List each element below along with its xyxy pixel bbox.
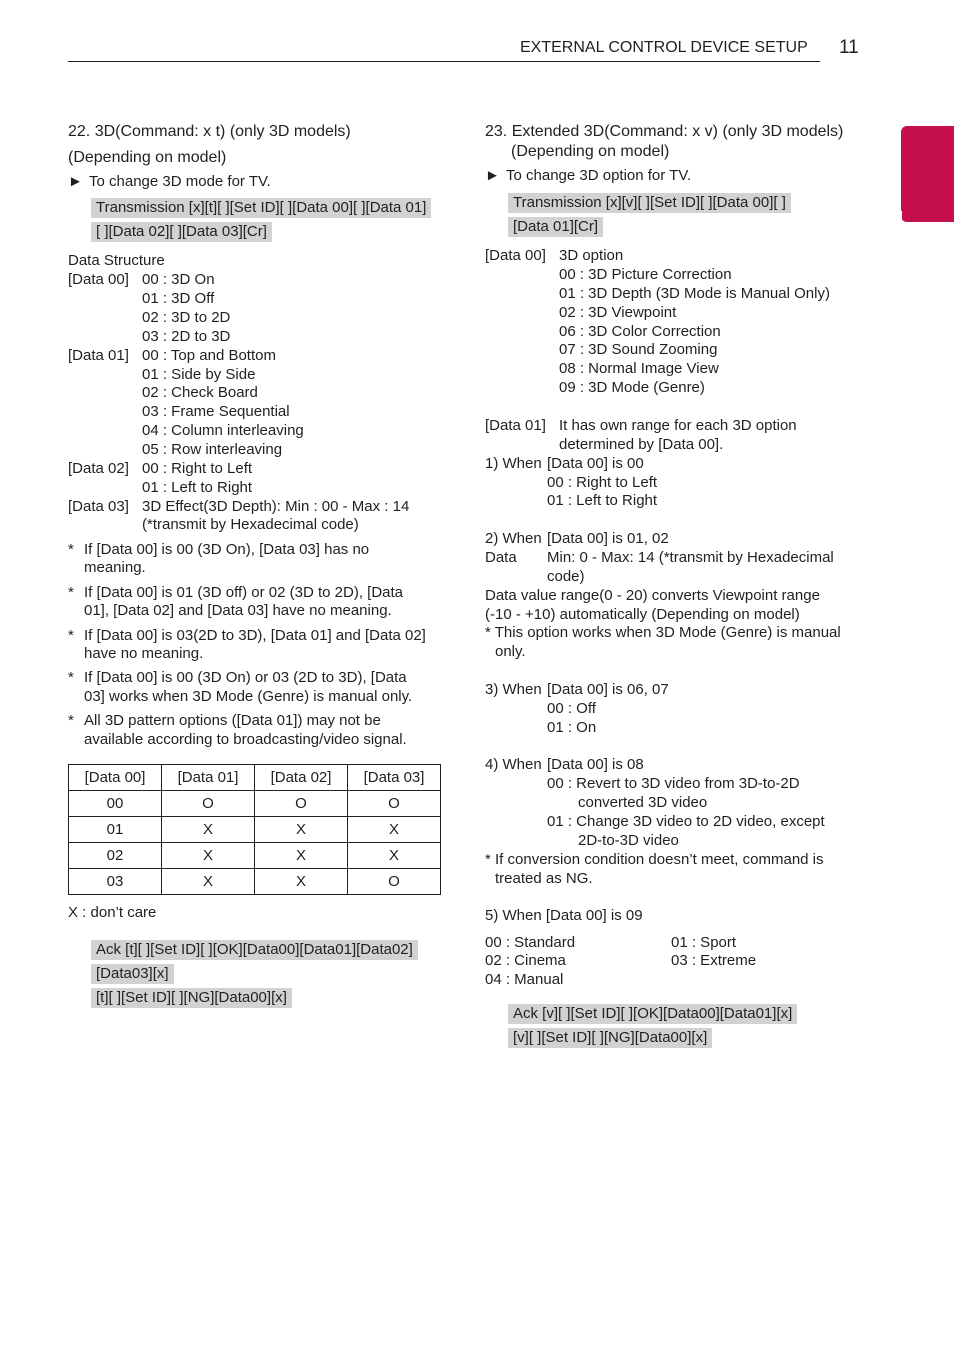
when2-data-line: code) bbox=[547, 568, 585, 585]
table-cell: X bbox=[162, 869, 255, 895]
note-asterisk: * bbox=[68, 541, 74, 558]
ext-data01-line: It has own range for each 3D option bbox=[559, 417, 797, 434]
note-asterisk: * bbox=[68, 712, 74, 729]
data01-label: [Data 01] bbox=[68, 347, 129, 364]
table-row bbox=[69, 843, 441, 869]
note-line: If [Data 00] is 03(2D to 3D), [Data 01] and [Data 02] bbox=[84, 627, 426, 644]
ext-data00-line: 08 : Normal Image View bbox=[559, 360, 719, 377]
ext-data00-line: 00 : 3D Picture Correction bbox=[559, 266, 732, 283]
data00-line: 02 : 3D to 2D bbox=[142, 309, 231, 326]
page-number: 11 bbox=[839, 37, 859, 58]
right-bullet-text: To change 3D option for TV. bbox=[506, 167, 692, 184]
table-cell: X bbox=[162, 843, 255, 869]
data02-label: [Data 02] bbox=[68, 460, 129, 477]
note-line: 03] works when 3D Mode (Genre) is manual only. bbox=[84, 688, 413, 705]
when3-line: [Data 00] is 06, 07 bbox=[547, 681, 669, 698]
table-cell: 00 bbox=[69, 791, 162, 817]
table-header-cell: [Data 02] bbox=[255, 765, 348, 791]
data03-label: [Data 03] bbox=[68, 498, 129, 515]
left-section-subtitle: (Depending on model) bbox=[68, 149, 227, 166]
when3-label: 3) When bbox=[485, 681, 542, 698]
data01-line: 04 : Column interleaving bbox=[142, 422, 304, 439]
table-row bbox=[69, 791, 441, 817]
ext-data00-line: 02 : 3D Viewpoint bbox=[559, 304, 677, 321]
table-cell: X bbox=[255, 869, 348, 895]
when4-head: [Data 00] is 08 bbox=[547, 756, 644, 773]
conversion-note-line: * If conversion condition doesn’t meet, command is bbox=[485, 851, 824, 868]
right-transmission-line-1: Transmission [x][v][ ][Set ID][ ][Data 00][ ] bbox=[508, 193, 791, 213]
table-cell: 01 bbox=[69, 817, 162, 843]
when5-line: 5) When [Data 00] is 09 bbox=[485, 907, 643, 924]
ext-data01-label: [Data 01] bbox=[485, 417, 546, 434]
note-asterisk: * bbox=[68, 669, 74, 686]
left-ack-line-2: [Data03][x] bbox=[91, 964, 174, 984]
right-bullet-arrow-icon: ► bbox=[485, 167, 500, 184]
note-asterisk: * bbox=[68, 584, 74, 601]
when1-line: 01 : Left to Right bbox=[547, 492, 658, 509]
note-line: 01], [Data 02] and [Data 03] have no meaning. bbox=[84, 602, 392, 619]
data01-line: 02 : Check Board bbox=[142, 384, 258, 401]
table-cell: X bbox=[348, 817, 441, 843]
table-cell: X bbox=[348, 843, 441, 869]
note-line: If [Data 00] is 00 (3D On), [Data 03] has no bbox=[84, 541, 370, 558]
note-line: If [Data 00] is 01 (3D off) or 02 (3D to 2D), [Data bbox=[84, 584, 404, 601]
note-line: If [Data 00] is 00 (3D On) or 03 (2D to 3D), [Data bbox=[84, 669, 407, 686]
left-bullet-arrow-icon: ► bbox=[68, 173, 83, 190]
data03-line: 3D Effect(3D Depth): Min : 00 - Max : 14 bbox=[142, 498, 410, 515]
note-line: available according to broadcasting/video signal. bbox=[84, 731, 407, 748]
right-transmission-line-2: [Data 01][Cr] bbox=[508, 217, 603, 237]
language-tab bbox=[888, 126, 954, 281]
when4-item: 00 : Revert to 3D video from 3D-to-2D bbox=[547, 775, 800, 792]
range-line: (-10 - +10) automatically (Depending on model) bbox=[485, 606, 800, 623]
genre-item: 00 : Standard bbox=[485, 934, 576, 951]
table-cell: 03 bbox=[69, 869, 162, 895]
ext-data00-line: 06 : 3D Color Correction bbox=[559, 323, 721, 340]
when2-data-label: Data bbox=[485, 549, 517, 566]
note-line: have no meaning. bbox=[84, 645, 204, 662]
option-note-line: * This option works when 3D Mode (Genre) is manual bbox=[485, 624, 841, 641]
header-rule bbox=[68, 61, 820, 62]
note-asterisk: * bbox=[68, 627, 74, 644]
table-cell: X bbox=[255, 817, 348, 843]
data00-line: 03 : 2D to 3D bbox=[142, 328, 231, 345]
left-transmission-line-1: Transmission [x][t][ ][Set ID][ ][Data 00][ ][Data 01] bbox=[91, 198, 431, 218]
when4-item-cont: 2D-to-3D video bbox=[578, 832, 679, 849]
table-header-row bbox=[69, 765, 441, 791]
data00-label: [Data 00] bbox=[68, 271, 129, 288]
left-ack-line-3: [t][ ][Set ID][ ][NG][Data00][x] bbox=[91, 988, 292, 1008]
left-section-title: 22. 3D(Command: x t) (only 3D models) bbox=[68, 123, 351, 140]
table-cell: O bbox=[162, 791, 255, 817]
section-title: EXTERNAL CONTROL DEVICE SETUP bbox=[520, 39, 808, 56]
when4-item: 01 : Change 3D video to 2D video, except bbox=[547, 813, 825, 830]
ext-data00-label: [Data 00] bbox=[485, 247, 546, 264]
when4-label: 4) When bbox=[485, 756, 542, 773]
ext-data01-line: determined by [Data 00]. bbox=[559, 436, 724, 453]
ext-data00-line: 07 : 3D Sound Zooming bbox=[559, 341, 718, 358]
note-line: All 3D pattern options ([Data 01]) may not be bbox=[84, 712, 381, 729]
data01-line: 03 : Frame Sequential bbox=[142, 403, 290, 420]
table-cell: 02 bbox=[69, 843, 162, 869]
option-note-line: only. bbox=[495, 643, 526, 660]
ext-data00-line: 09 : 3D Mode (Genre) bbox=[559, 379, 705, 396]
table-cell: O bbox=[255, 791, 348, 817]
table-header-cell: [Data 01] bbox=[162, 765, 255, 791]
when1-label: 1) When bbox=[485, 455, 542, 472]
right-ack-line-1: Ack [v][ ][Set ID][ ][OK][Data00][Data01][x] bbox=[508, 1004, 797, 1024]
genre-item: 03 : Extreme bbox=[671, 952, 757, 969]
table-cell: O bbox=[348, 791, 441, 817]
left-transmission-line-2: [ ][Data 02][ ][Data 03][Cr] bbox=[91, 222, 272, 242]
table-row bbox=[69, 817, 441, 843]
table-cell: O bbox=[348, 869, 441, 895]
genre-item: 01 : Sport bbox=[671, 934, 737, 951]
when2-head: [Data 00] is 01, 02 bbox=[547, 530, 669, 547]
right-ack-line-2: [v][ ][Set ID][ ][NG][Data00][x] bbox=[508, 1028, 712, 1048]
right-section-title: 23. Extended 3D(Command: x v) (only 3D models) bbox=[485, 123, 844, 140]
when3-line: 01 : On bbox=[547, 719, 597, 736]
when3-line: 00 : Off bbox=[547, 700, 596, 717]
range-line: Data value range(0 - 20) converts Viewpoint range bbox=[485, 587, 820, 604]
data01-line: 01 : Side by Side bbox=[142, 366, 256, 383]
data-structure-heading: Data Structure bbox=[68, 252, 165, 269]
when1-line: [Data 00] is 00 bbox=[547, 455, 644, 472]
data03-line: (*transmit by Hexadecimal code) bbox=[142, 516, 359, 533]
right-section-subtitle: (Depending on model) bbox=[511, 143, 670, 160]
note-line: meaning. bbox=[84, 559, 146, 576]
language-tab-label: ENGLISH bbox=[888, 210, 905, 281]
genre-item: 04 : Manual bbox=[485, 971, 564, 988]
dont-care-note: X : don’t care bbox=[68, 904, 157, 921]
conversion-note-line: treated as NG. bbox=[495, 870, 593, 887]
table-row bbox=[69, 869, 441, 895]
ext-data00-line: 3D option bbox=[559, 247, 624, 264]
data02-line: 01 : Left to Right bbox=[142, 479, 253, 496]
data01-line: 05 : Row interleaving bbox=[142, 441, 283, 458]
left-ack-line-1: Ack [t][ ][Set ID][ ][OK][Data00][Data01][Data02] bbox=[91, 940, 418, 960]
table-cell: X bbox=[162, 817, 255, 843]
when2-label: 2) When bbox=[485, 530, 542, 547]
when1-line: 00 : Right to Left bbox=[547, 474, 658, 491]
table-header-cell: [Data 00] bbox=[69, 765, 162, 791]
data01-line: 00 : Top and Bottom bbox=[142, 347, 276, 364]
left-bullet-text: To change 3D mode for TV. bbox=[89, 173, 271, 190]
when2-data-line: Min: 0 - Max: 14 (*transmit by Hexadecimal bbox=[547, 549, 834, 566]
genre-item: 02 : Cinema bbox=[485, 952, 566, 969]
data02-line: 00 : Right to Left bbox=[142, 460, 253, 477]
table-header-cell: [Data 03] bbox=[348, 765, 441, 791]
table-cell: X bbox=[255, 843, 348, 869]
data00-line: 00 : 3D On bbox=[142, 271, 215, 288]
options-table bbox=[68, 764, 441, 895]
ext-data00-line: 01 : 3D Depth (3D Mode is Manual Only) bbox=[559, 285, 830, 302]
data00-line: 01 : 3D Off bbox=[142, 290, 215, 307]
when4-item-cont: converted 3D video bbox=[578, 794, 708, 811]
